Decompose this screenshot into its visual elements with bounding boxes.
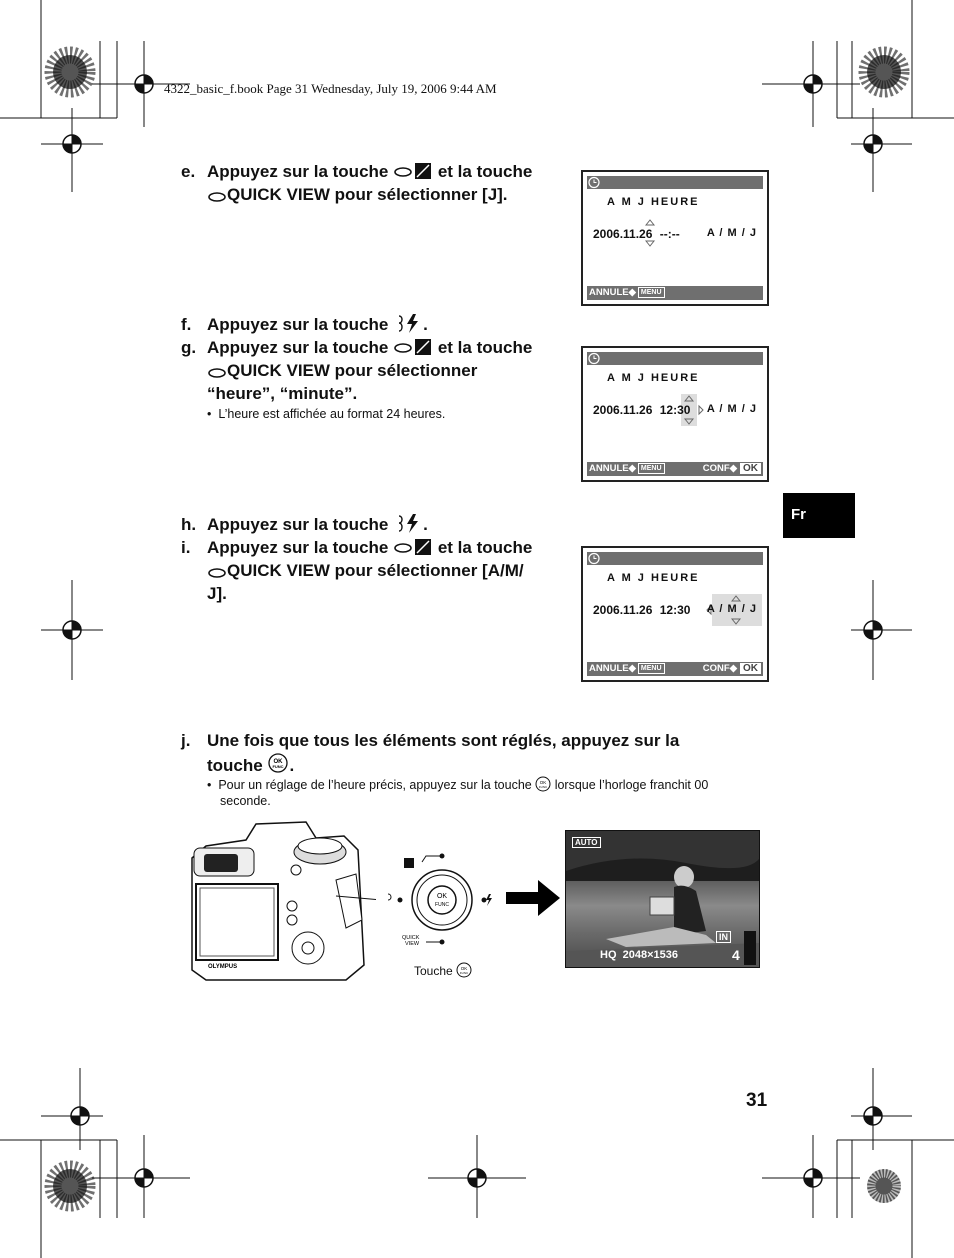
lcd-header-labels: A M J HEURE bbox=[607, 372, 700, 384]
page-number: 31 bbox=[746, 1090, 768, 1111]
step-h: h. Appuyez sur la touche . bbox=[181, 515, 428, 534]
dial-func-label: FUNC bbox=[435, 902, 449, 908]
count-panel bbox=[744, 931, 756, 965]
language-tab: Fr bbox=[783, 493, 855, 538]
quickview-icon bbox=[207, 189, 227, 203]
lcd-format: A / M / J bbox=[706, 603, 757, 615]
ok-func-icon bbox=[456, 962, 472, 978]
macro-exposure-icon bbox=[393, 538, 433, 556]
lcd-button-bar bbox=[587, 286, 763, 300]
confirm-ok-label: CONF◆ OK bbox=[703, 663, 761, 674]
camera-brand-label: OLYMPUS bbox=[208, 964, 238, 970]
flash-icon bbox=[486, 894, 492, 906]
selftimer-flash-icon bbox=[393, 313, 423, 333]
photo-preview-screen bbox=[565, 830, 760, 968]
step-g: g. Appuyez sur la touche et la touche QUICK VIEW pour sélectionner “heure”, “minute”. bbox=[181, 338, 533, 403]
memory-badge: IN bbox=[716, 931, 731, 943]
photo-scene bbox=[566, 831, 759, 967]
lcd-date: 2006.11.26 12:30 bbox=[593, 603, 691, 617]
confirm-ok-label: CONF◆ OK bbox=[703, 463, 761, 474]
step-e bbox=[181, 160, 581, 208]
lcd-header-labels: A M J HEURE bbox=[607, 196, 700, 208]
svg-text:FUNC: FUNC bbox=[539, 785, 548, 789]
step-f: f. Appuyez sur la touche . bbox=[181, 315, 428, 334]
macro-icon bbox=[388, 894, 391, 900]
svg-text:OK: OK bbox=[273, 759, 283, 765]
cancel-menu-label: ANNULE◆ MENU bbox=[589, 463, 665, 474]
svg-text:VIEW: VIEW bbox=[405, 941, 420, 947]
book-header-line: 4322_basic_f.book Page 31 Wednesday, July 19, 2006 9:44 AM bbox=[164, 81, 497, 96]
ok-func-icon bbox=[267, 752, 289, 774]
macro-exposure-icon bbox=[393, 162, 433, 180]
step-i: i. Appuyez sur la touche et la touche QUICK VIEW pour sélectionner [A/M/ J]. bbox=[181, 538, 533, 603]
exposure-icon bbox=[404, 858, 414, 868]
shots-remaining: 4 bbox=[732, 947, 740, 963]
quickview-label: QUICK bbox=[402, 935, 420, 941]
step-e-line1: Appuyez sur la touche et la touche bbox=[207, 162, 533, 181]
quality-resolution: HQ 2048×1536 bbox=[600, 949, 678, 961]
macro-exposure-icon bbox=[393, 338, 433, 356]
lcd-header-labels: A M J HEURE bbox=[607, 572, 700, 584]
step-letter: e. bbox=[181, 162, 196, 181]
camera-back-illustration bbox=[186, 820, 376, 985]
note-24h: • L’heure est affichée au format 24 heures. bbox=[207, 407, 446, 421]
lcd-screen-1 bbox=[581, 170, 769, 306]
lcd-format: A / M / J bbox=[706, 227, 757, 239]
auto-mode-badge: AUTO bbox=[572, 837, 601, 848]
ok-button-caption: Touche OK FUNC bbox=[414, 962, 472, 978]
note-precise-time: • Pour un réglage de l’heure précis, appuyez sur la touche OK FUNC lorsque l’horloge franchit 00 seconde. bbox=[207, 778, 709, 808]
svg-text:FUNC: FUNC bbox=[272, 764, 285, 769]
lcd-title-bar bbox=[587, 176, 763, 189]
ok-func-icon bbox=[535, 776, 551, 792]
dial-ok-label: OK bbox=[436, 893, 448, 900]
quickview-icon bbox=[207, 365, 227, 379]
svg-text:OK: OK bbox=[539, 780, 547, 785]
selftimer-flash-icon bbox=[393, 513, 423, 533]
lcd-date: 2006.11.26 12:30 bbox=[593, 403, 691, 417]
control-dial-illustration bbox=[386, 848, 496, 958]
lcd-format: A / M / J bbox=[706, 403, 757, 415]
clock-icon bbox=[587, 552, 601, 565]
cancel-menu-label: ANNULE◆ MENU bbox=[589, 287, 665, 298]
lcd-screen-3 bbox=[581, 546, 769, 682]
svg-text:FUNC: FUNC bbox=[459, 971, 469, 975]
step-j: j. Une fois que tous les éléments sont réglés, appuyez sur la touche OK FUNC . bbox=[181, 731, 680, 775]
clock-icon bbox=[587, 176, 601, 189]
lcd-screen-2 bbox=[581, 346, 769, 482]
quickview-icon bbox=[207, 565, 227, 579]
clock-icon bbox=[587, 352, 601, 365]
right-arrow-icon bbox=[506, 880, 560, 916]
day-adjust-arrows-icon bbox=[643, 218, 657, 248]
lcd-date: 2006.11.26 --:-- bbox=[593, 227, 680, 241]
cancel-menu-label: ANNULE◆ MENU bbox=[589, 663, 665, 674]
svg-text:OK: OK bbox=[460, 966, 468, 971]
step-e-line2: QUICK VIEW pour sélectionner [J]. bbox=[207, 183, 508, 206]
